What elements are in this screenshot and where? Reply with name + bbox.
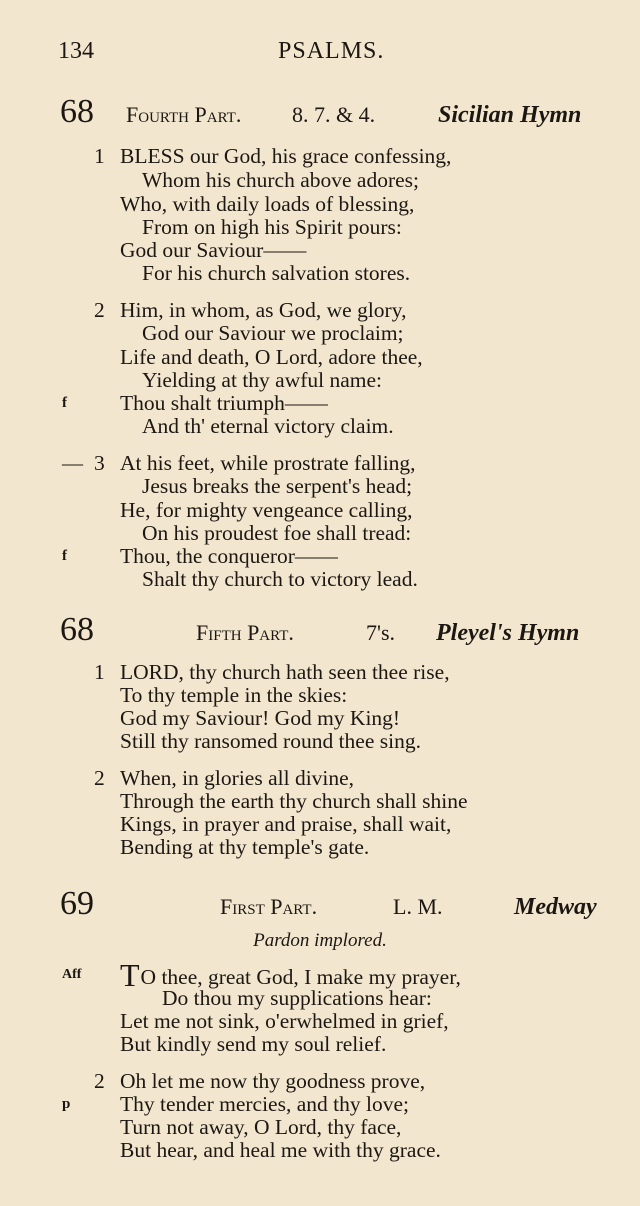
verse-number: 2 [94, 766, 105, 790]
hymn-tune: Pleyel's Hymn [436, 620, 580, 646]
verse-number: 1 [94, 144, 105, 168]
verse-line: For his church salvation stores. [142, 261, 411, 285]
page-number: 134 [58, 38, 94, 64]
hymn-part: First Part. [220, 894, 318, 919]
hymn-part: Fourth Part. [126, 102, 242, 127]
hymn-meter: 7's. [366, 620, 396, 645]
page-header [58, 38, 590, 68]
hymn-part: Fifth Part. [196, 620, 294, 645]
hymn-heading [60, 886, 608, 926]
verse-line: Life and death, O Lord, adore thee, [120, 345, 423, 369]
hymn-heading [60, 612, 608, 652]
hymn-number: 68 [60, 611, 94, 648]
verse-line: Who, with daily loads of blessing, [120, 192, 415, 216]
verse-line: BLESS our God, his grace confessing, [120, 144, 452, 168]
hymn-meter: L. M. [393, 894, 443, 919]
verse-line: Let me not sink, o'erwhelmed in grief, [120, 1009, 449, 1033]
hymn-subtitle: Pardon implored. [253, 930, 387, 951]
verse-line: Kings, in prayer and praise, shall wait, [120, 812, 452, 836]
verse-line: Oh let me now thy goodness prove, [120, 1069, 426, 1093]
verse-line: Bending at thy temple's gate. [120, 835, 370, 859]
verse-line: God my Saviour! God my King! [120, 706, 401, 730]
verse-line: Turn not away, O Lord, thy face, [120, 1115, 402, 1139]
verse-line: Whom his church above adores; [142, 168, 420, 192]
verse-number: 1 [94, 660, 105, 684]
verse-number: 3 [94, 451, 105, 475]
drop-cap: T [120, 957, 140, 993]
dynamic-mark: — [62, 451, 83, 475]
verse-line: Thou shalt triumph—— [120, 391, 328, 415]
verse-line: And th' eternal victory claim. [142, 414, 394, 438]
dynamic-mark: p [62, 1096, 71, 1112]
verse-line: Thou, the conqueror—— [120, 544, 338, 568]
verse-line: On his proudest foe shall tread: [142, 521, 412, 545]
hymn-number: 68 [60, 93, 94, 130]
hymn-tune: Medway [514, 894, 597, 920]
verse-line: LORD, thy church hath seen thee rise, [120, 660, 450, 684]
verse-line: When, in glories all divine, [120, 766, 355, 790]
dynamic-mark: Aff [62, 967, 82, 982]
hymn-number: 69 [60, 885, 94, 922]
verse-line: Shalt thy church to victory lead. [142, 567, 418, 591]
verse-line: Him, in whom, as God, we glory, [120, 298, 407, 322]
verse-line: But hear, and heal me with thy grace. [120, 1138, 441, 1162]
running-title: PSALMS. [278, 38, 385, 64]
verse-line: Jesus breaks the serpent's head; [142, 474, 413, 498]
verse-line-text: O thee, great God, I make my prayer, [140, 965, 461, 989]
verse-line: God our Saviour—— [120, 238, 307, 262]
verse-line: God our Saviour we proclaim; [142, 321, 404, 345]
verse-line: He, for mighty vengeance calling, [120, 498, 413, 522]
verse-number: 2 [94, 298, 105, 322]
dynamic-mark: f [62, 548, 67, 564]
verse-number: 2 [94, 1069, 105, 1093]
verse-line: From on high his Spirit pours: [142, 215, 402, 239]
hymn-tune: Sicilian Hymn [438, 102, 582, 128]
dynamic-mark: f [62, 395, 67, 411]
verse-line: Through the earth thy church shall shine [120, 789, 468, 813]
hymn-meter: 8. 7. & 4. [292, 102, 376, 127]
verse-line: At his feet, while prostrate falling, [120, 451, 416, 475]
verse-line: Still thy ransomed round thee sing. [120, 729, 421, 753]
verse-line: But kindly send my soul relief. [120, 1032, 387, 1056]
verse-line: Yielding at thy awful name: [142, 368, 383, 392]
verse-line: Do thou my supplications hear: [162, 986, 432, 1010]
verse-line: Thy tender mercies, and thy love; [120, 1092, 409, 1116]
hymn-heading [60, 94, 608, 134]
verse-line: To thy temple in the skies: [120, 683, 348, 707]
